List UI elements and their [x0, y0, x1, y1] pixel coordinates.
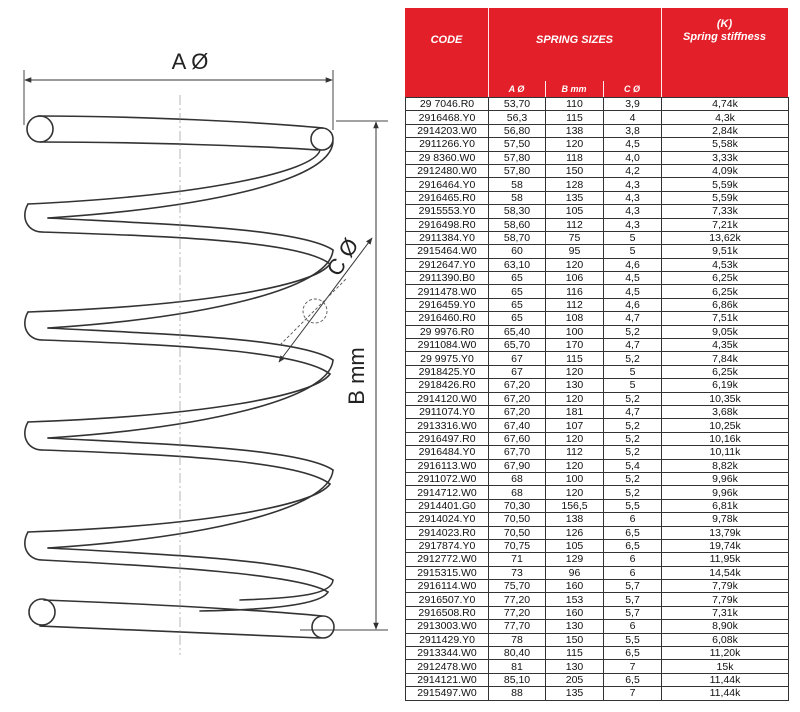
cell-code: 2914023.R0 [406, 526, 489, 539]
cell-k: 6,08k [662, 633, 789, 646]
cell-code: 2915553.Y0 [406, 205, 489, 218]
cell-a: 71 [489, 553, 546, 566]
cell-c: 4,3 [604, 178, 662, 191]
cell-c: 5 [604, 365, 662, 378]
cell-a: 58,60 [489, 218, 546, 231]
cell-b: 120 [546, 459, 604, 472]
cell-b: 160 [546, 606, 604, 619]
dim-b-label: B mm [344, 347, 369, 405]
table-row [406, 526, 789, 539]
cell-k: 2,84k [662, 124, 789, 137]
cell-b: 170 [546, 339, 604, 352]
cell-code: 2914121.W0 [406, 673, 489, 686]
cell-c: 5,2 [604, 325, 662, 338]
cell-code: 2915464.W0 [406, 245, 489, 258]
cell-code: 2916468.Y0 [406, 111, 489, 124]
cell-a: 58 [489, 178, 546, 191]
cell-k: 8,82k [662, 459, 789, 472]
spring-table [405, 97, 789, 701]
cell-code: 2911478.W0 [406, 285, 489, 298]
cell-code: 29 7046.R0 [406, 98, 489, 111]
table-row [406, 606, 789, 619]
cell-c: 5,5 [604, 499, 662, 512]
header-b: B mm [561, 84, 587, 94]
cell-code: 2912647.Y0 [406, 258, 489, 271]
table-row [406, 325, 789, 338]
table-row [406, 285, 789, 298]
cell-a: 88 [489, 687, 546, 700]
table-row [406, 419, 789, 432]
cell-k: 11,44k [662, 687, 789, 700]
cell-code: 2915315.W0 [406, 566, 489, 579]
table-row [406, 191, 789, 204]
cell-code: 2916507.Y0 [406, 593, 489, 606]
table-row [406, 446, 789, 459]
cell-b: 75 [546, 231, 604, 244]
cell-k: 6,19k [662, 379, 789, 392]
cell-b: 106 [546, 272, 604, 285]
cell-b: 105 [546, 539, 604, 552]
cell-c: 4,3 [604, 205, 662, 218]
cell-code: 2916508.R0 [406, 606, 489, 619]
cell-code: 2911429.Y0 [406, 633, 489, 646]
table-row [406, 164, 789, 177]
cell-a: 65,70 [489, 339, 546, 352]
cell-k: 6,86k [662, 298, 789, 311]
cell-c: 4,7 [604, 339, 662, 352]
cell-a: 67,60 [489, 432, 546, 445]
table-row [406, 124, 789, 137]
cell-code: 2916464.Y0 [406, 178, 489, 191]
cell-k: 11,20k [662, 647, 789, 660]
table-row [406, 660, 789, 673]
cell-k: 7,33k [662, 205, 789, 218]
cell-b: 120 [546, 392, 604, 405]
cell-b: 107 [546, 419, 604, 432]
cell-a: 67 [489, 352, 546, 365]
cell-b: 100 [546, 472, 604, 485]
cell-c: 4,7 [604, 405, 662, 418]
cell-k: 19,74k [662, 539, 789, 552]
cell-a: 85,10 [489, 673, 546, 686]
cell-k: 13,79k [662, 526, 789, 539]
cell-a: 77,20 [489, 593, 546, 606]
cell-a: 65 [489, 312, 546, 325]
cell-a: 68 [489, 486, 546, 499]
cell-code: 2916460.R0 [406, 312, 489, 325]
cell-a: 67,40 [489, 419, 546, 432]
header-k: (K) [716, 18, 733, 30]
cell-k: 7,31k [662, 606, 789, 619]
cell-code: 2916497.R0 [406, 432, 489, 445]
cell-b: 138 [546, 513, 604, 526]
cell-b: 130 [546, 620, 604, 633]
cell-c: 6,5 [604, 673, 662, 686]
cell-a: 81 [489, 660, 546, 673]
cell-a: 58,70 [489, 231, 546, 244]
cell-a: 67 [489, 365, 546, 378]
cell-a: 78 [489, 633, 546, 646]
cell-b: 110 [546, 98, 604, 111]
cell-k: 11,95k [662, 553, 789, 566]
cell-b: 108 [546, 312, 604, 325]
cell-code: 2915497.W0 [406, 687, 489, 700]
cell-a: 67,20 [489, 392, 546, 405]
cell-c: 5,5 [604, 633, 662, 646]
cell-c: 5,2 [604, 419, 662, 432]
cell-a: 70,50 [489, 513, 546, 526]
cell-a: 67,70 [489, 446, 546, 459]
cell-k: 5,59k [662, 191, 789, 204]
cell-code: 2918426.R0 [406, 379, 489, 392]
cell-a: 73 [489, 566, 546, 579]
cell-a: 57,80 [489, 164, 546, 177]
cell-c: 4,5 [604, 285, 662, 298]
cell-c: 6 [604, 513, 662, 526]
cell-code: 2916484.Y0 [406, 446, 489, 459]
cell-b: 129 [546, 553, 604, 566]
cell-code: 2916459.Y0 [406, 298, 489, 311]
cell-a: 77,70 [489, 620, 546, 633]
cell-a: 65 [489, 272, 546, 285]
cell-a: 70,75 [489, 539, 546, 552]
coil-body [25, 116, 334, 638]
table-row [406, 231, 789, 244]
cell-a: 67,20 [489, 379, 546, 392]
cell-code: 2916113.W0 [406, 459, 489, 472]
cell-code: 2916114.W0 [406, 580, 489, 593]
table-row [406, 352, 789, 365]
table-row [406, 580, 789, 593]
table-row [406, 245, 789, 258]
cell-b: 150 [546, 164, 604, 177]
cell-b: 126 [546, 526, 604, 539]
cell-b: 128 [546, 178, 604, 191]
cell-c: 5,2 [604, 486, 662, 499]
cell-b: 150 [546, 633, 604, 646]
cell-c: 6 [604, 553, 662, 566]
cell-b: 105 [546, 205, 604, 218]
cell-k: 5,58k [662, 138, 789, 151]
cell-b: 112 [546, 298, 604, 311]
cell-k: 6,25k [662, 285, 789, 298]
table-row [406, 647, 789, 660]
cell-c: 5,2 [604, 432, 662, 445]
cell-b: 95 [546, 245, 604, 258]
cell-a: 65 [489, 298, 546, 311]
cell-k: 6,81k [662, 499, 789, 512]
cell-c: 5,7 [604, 580, 662, 593]
cell-b: 153 [546, 593, 604, 606]
cell-k: 9,96k [662, 486, 789, 499]
cell-b: 135 [546, 687, 604, 700]
cell-k: 6,25k [662, 365, 789, 378]
cell-c: 6 [604, 566, 662, 579]
cell-k: 9,96k [662, 472, 789, 485]
cell-a: 70,50 [489, 526, 546, 539]
table-row [406, 312, 789, 325]
cell-code: 2914712.W0 [406, 486, 489, 499]
cell-b: 118 [546, 151, 604, 164]
cell-c: 5,2 [604, 392, 662, 405]
cell-code: 2912480.W0 [406, 164, 489, 177]
cell-c: 5,4 [604, 459, 662, 472]
table-row [406, 298, 789, 311]
cell-c: 4,6 [604, 258, 662, 271]
table-row [406, 339, 789, 352]
cell-k: 6,25k [662, 272, 789, 285]
section-markers [280, 278, 347, 345]
cell-k: 4,53k [662, 258, 789, 271]
cell-b: 116 [546, 285, 604, 298]
cell-a: 58 [489, 191, 546, 204]
cell-c: 4,3 [604, 218, 662, 231]
cell-k: 7,51k [662, 312, 789, 325]
cell-k: 7,84k [662, 352, 789, 365]
header-spring-sizes: SPRING SIZES [535, 34, 614, 46]
cell-a: 53,70 [489, 98, 546, 111]
cell-k: 13,62k [662, 231, 789, 244]
cell-a: 56,3 [489, 111, 546, 124]
table-row [406, 620, 789, 633]
cell-code: 2914120.W0 [406, 392, 489, 405]
table-row [406, 486, 789, 499]
cell-b: 100 [546, 325, 604, 338]
cell-k: 5,59k [662, 178, 789, 191]
cell-c: 3,8 [604, 124, 662, 137]
cell-c: 6,5 [604, 539, 662, 552]
table-row [406, 218, 789, 231]
cell-c: 7 [604, 687, 662, 700]
header-stiffness [661, 18, 788, 44]
cell-a: 58,30 [489, 205, 546, 218]
cell-b: 160 [546, 580, 604, 593]
cell-code: 2913344.W0 [406, 647, 489, 660]
cell-a: 60 [489, 245, 546, 258]
cell-c: 5 [604, 231, 662, 244]
table-row [406, 539, 789, 552]
cell-code: 2911074.Y0 [406, 405, 489, 418]
table-row [406, 553, 789, 566]
table-header [405, 8, 788, 97]
cell-k: 10,25k [662, 419, 789, 432]
cell-code: 2914401.G0 [406, 499, 489, 512]
cell-code: 2911084.W0 [406, 339, 489, 352]
cell-a: 67,90 [489, 459, 546, 472]
cell-a: 56,80 [489, 124, 546, 137]
dim-c-line [279, 238, 372, 362]
cell-k: 9,78k [662, 513, 789, 526]
cell-k: 3,33k [662, 151, 789, 164]
cell-b: 156,5 [546, 499, 604, 512]
cell-k: 7,79k [662, 593, 789, 606]
table-row [406, 178, 789, 191]
cell-code: 2914024.Y0 [406, 513, 489, 526]
cell-k: 3,68k [662, 405, 789, 418]
cell-k: 8,90k [662, 620, 789, 633]
table-row [406, 472, 789, 485]
cell-a: 68 [489, 472, 546, 485]
cell-code: 2917874.Y0 [406, 539, 489, 552]
table-row [406, 205, 789, 218]
table-row [406, 566, 789, 579]
table-row [406, 405, 789, 418]
cell-c: 5,2 [604, 352, 662, 365]
cell-c: 6,5 [604, 526, 662, 539]
table-row [406, 98, 789, 111]
cell-code: 29 9976.R0 [406, 325, 489, 338]
cell-b: 181 [546, 405, 604, 418]
cell-c: 4,7 [604, 312, 662, 325]
cell-k: 9,51k [662, 245, 789, 258]
cell-b: 120 [546, 138, 604, 151]
table-row [406, 633, 789, 646]
cell-code: 2913003.W0 [406, 620, 489, 633]
cell-b: 138 [546, 124, 604, 137]
dim-c-label: C Ø [321, 233, 364, 281]
cell-k: 4,09k [662, 164, 789, 177]
cell-c: 5,7 [604, 593, 662, 606]
cell-a: 67,20 [489, 405, 546, 418]
cell-c: 4,0 [604, 151, 662, 164]
cell-code: 2916465.R0 [406, 191, 489, 204]
table-row [406, 513, 789, 526]
cell-a: 65 [489, 285, 546, 298]
cell-b: 120 [546, 432, 604, 445]
cell-c: 4,5 [604, 138, 662, 151]
cell-c: 4,6 [604, 298, 662, 311]
cell-c: 5,7 [604, 606, 662, 619]
cell-b: 120 [546, 486, 604, 499]
cell-code: 2916498.R0 [406, 218, 489, 231]
cell-k: 4,74k [662, 98, 789, 111]
cell-k: 10,16k [662, 432, 789, 445]
cell-c: 6 [604, 620, 662, 633]
cell-k: 9,05k [662, 325, 789, 338]
cell-a: 57,80 [489, 151, 546, 164]
cell-k: 15k [662, 660, 789, 673]
cell-code: 2914203.W0 [406, 124, 489, 137]
table-row [406, 673, 789, 686]
cell-c: 7 [604, 660, 662, 673]
cell-c: 4,2 [604, 164, 662, 177]
cell-a: 75,70 [489, 580, 546, 593]
cell-c: 4,3 [604, 191, 662, 204]
table-row [406, 432, 789, 445]
header-a: A Ø [508, 84, 525, 94]
header-code: CODE [430, 34, 463, 46]
cell-b: 115 [546, 111, 604, 124]
cell-k: 10,11k [662, 446, 789, 459]
cell-c: 5 [604, 245, 662, 258]
cell-code: 2911384.Y0 [406, 231, 489, 244]
cell-c: 5 [604, 379, 662, 392]
cell-k: 4,35k [662, 339, 789, 352]
cell-k: 4,3k [662, 111, 789, 124]
cell-b: 205 [546, 673, 604, 686]
cell-b: 120 [546, 258, 604, 271]
cell-b: 96 [546, 566, 604, 579]
table-row [406, 687, 789, 700]
cell-code: 2911072.W0 [406, 472, 489, 485]
cell-k: 7,21k [662, 218, 789, 231]
table-row [406, 499, 789, 512]
cell-c: 6,5 [604, 647, 662, 660]
cell-k: 7,79k [662, 580, 789, 593]
spec-table [405, 8, 788, 701]
dim-a-label: A Ø [171, 49, 209, 74]
cell-b: 130 [546, 379, 604, 392]
table-row [406, 593, 789, 606]
cell-c: 4,5 [604, 272, 662, 285]
table-row [406, 459, 789, 472]
cell-a: 80,40 [489, 647, 546, 660]
header-c: C Ø [623, 84, 640, 94]
cell-b: 130 [546, 660, 604, 673]
cell-a: 77,20 [489, 606, 546, 619]
cell-code: 2911390.B0 [406, 272, 489, 285]
cell-k: 11,44k [662, 673, 789, 686]
table-row [406, 392, 789, 405]
cell-b: 120 [546, 365, 604, 378]
table-row [406, 379, 789, 392]
cell-b: 112 [546, 218, 604, 231]
cell-a: 65,40 [489, 325, 546, 338]
cell-code: 2911266.Y0 [406, 138, 489, 151]
table-row [406, 258, 789, 271]
table-row [406, 365, 789, 378]
header-stiffness-label: Spring stiffness [683, 31, 766, 43]
cell-k: 10,35k [662, 392, 789, 405]
cell-k: 14,54k [662, 566, 789, 579]
cell-code: 2918425.Y0 [406, 365, 489, 378]
cell-c: 3,9 [604, 98, 662, 111]
cell-b: 115 [546, 647, 604, 660]
cell-code: 29 8360.W0 [406, 151, 489, 164]
cell-code: 29 9975.Y0 [406, 352, 489, 365]
cell-b: 112 [546, 446, 604, 459]
cell-b: 115 [546, 352, 604, 365]
cell-code: 2912772.W0 [406, 553, 489, 566]
cell-a: 57,50 [489, 138, 546, 151]
cell-code: 2912478.W0 [406, 660, 489, 673]
cell-c: 5,2 [604, 472, 662, 485]
cell-a: 63,10 [489, 258, 546, 271]
cell-b: 135 [546, 191, 604, 204]
table-row [406, 111, 789, 124]
cell-a: 70,30 [489, 499, 546, 512]
cell-c: 5,2 [604, 446, 662, 459]
table-row [406, 138, 789, 151]
table-row [406, 151, 789, 164]
cell-code: 2913316.W0 [406, 419, 489, 432]
cell-c: 4 [604, 111, 662, 124]
table-row [406, 272, 789, 285]
